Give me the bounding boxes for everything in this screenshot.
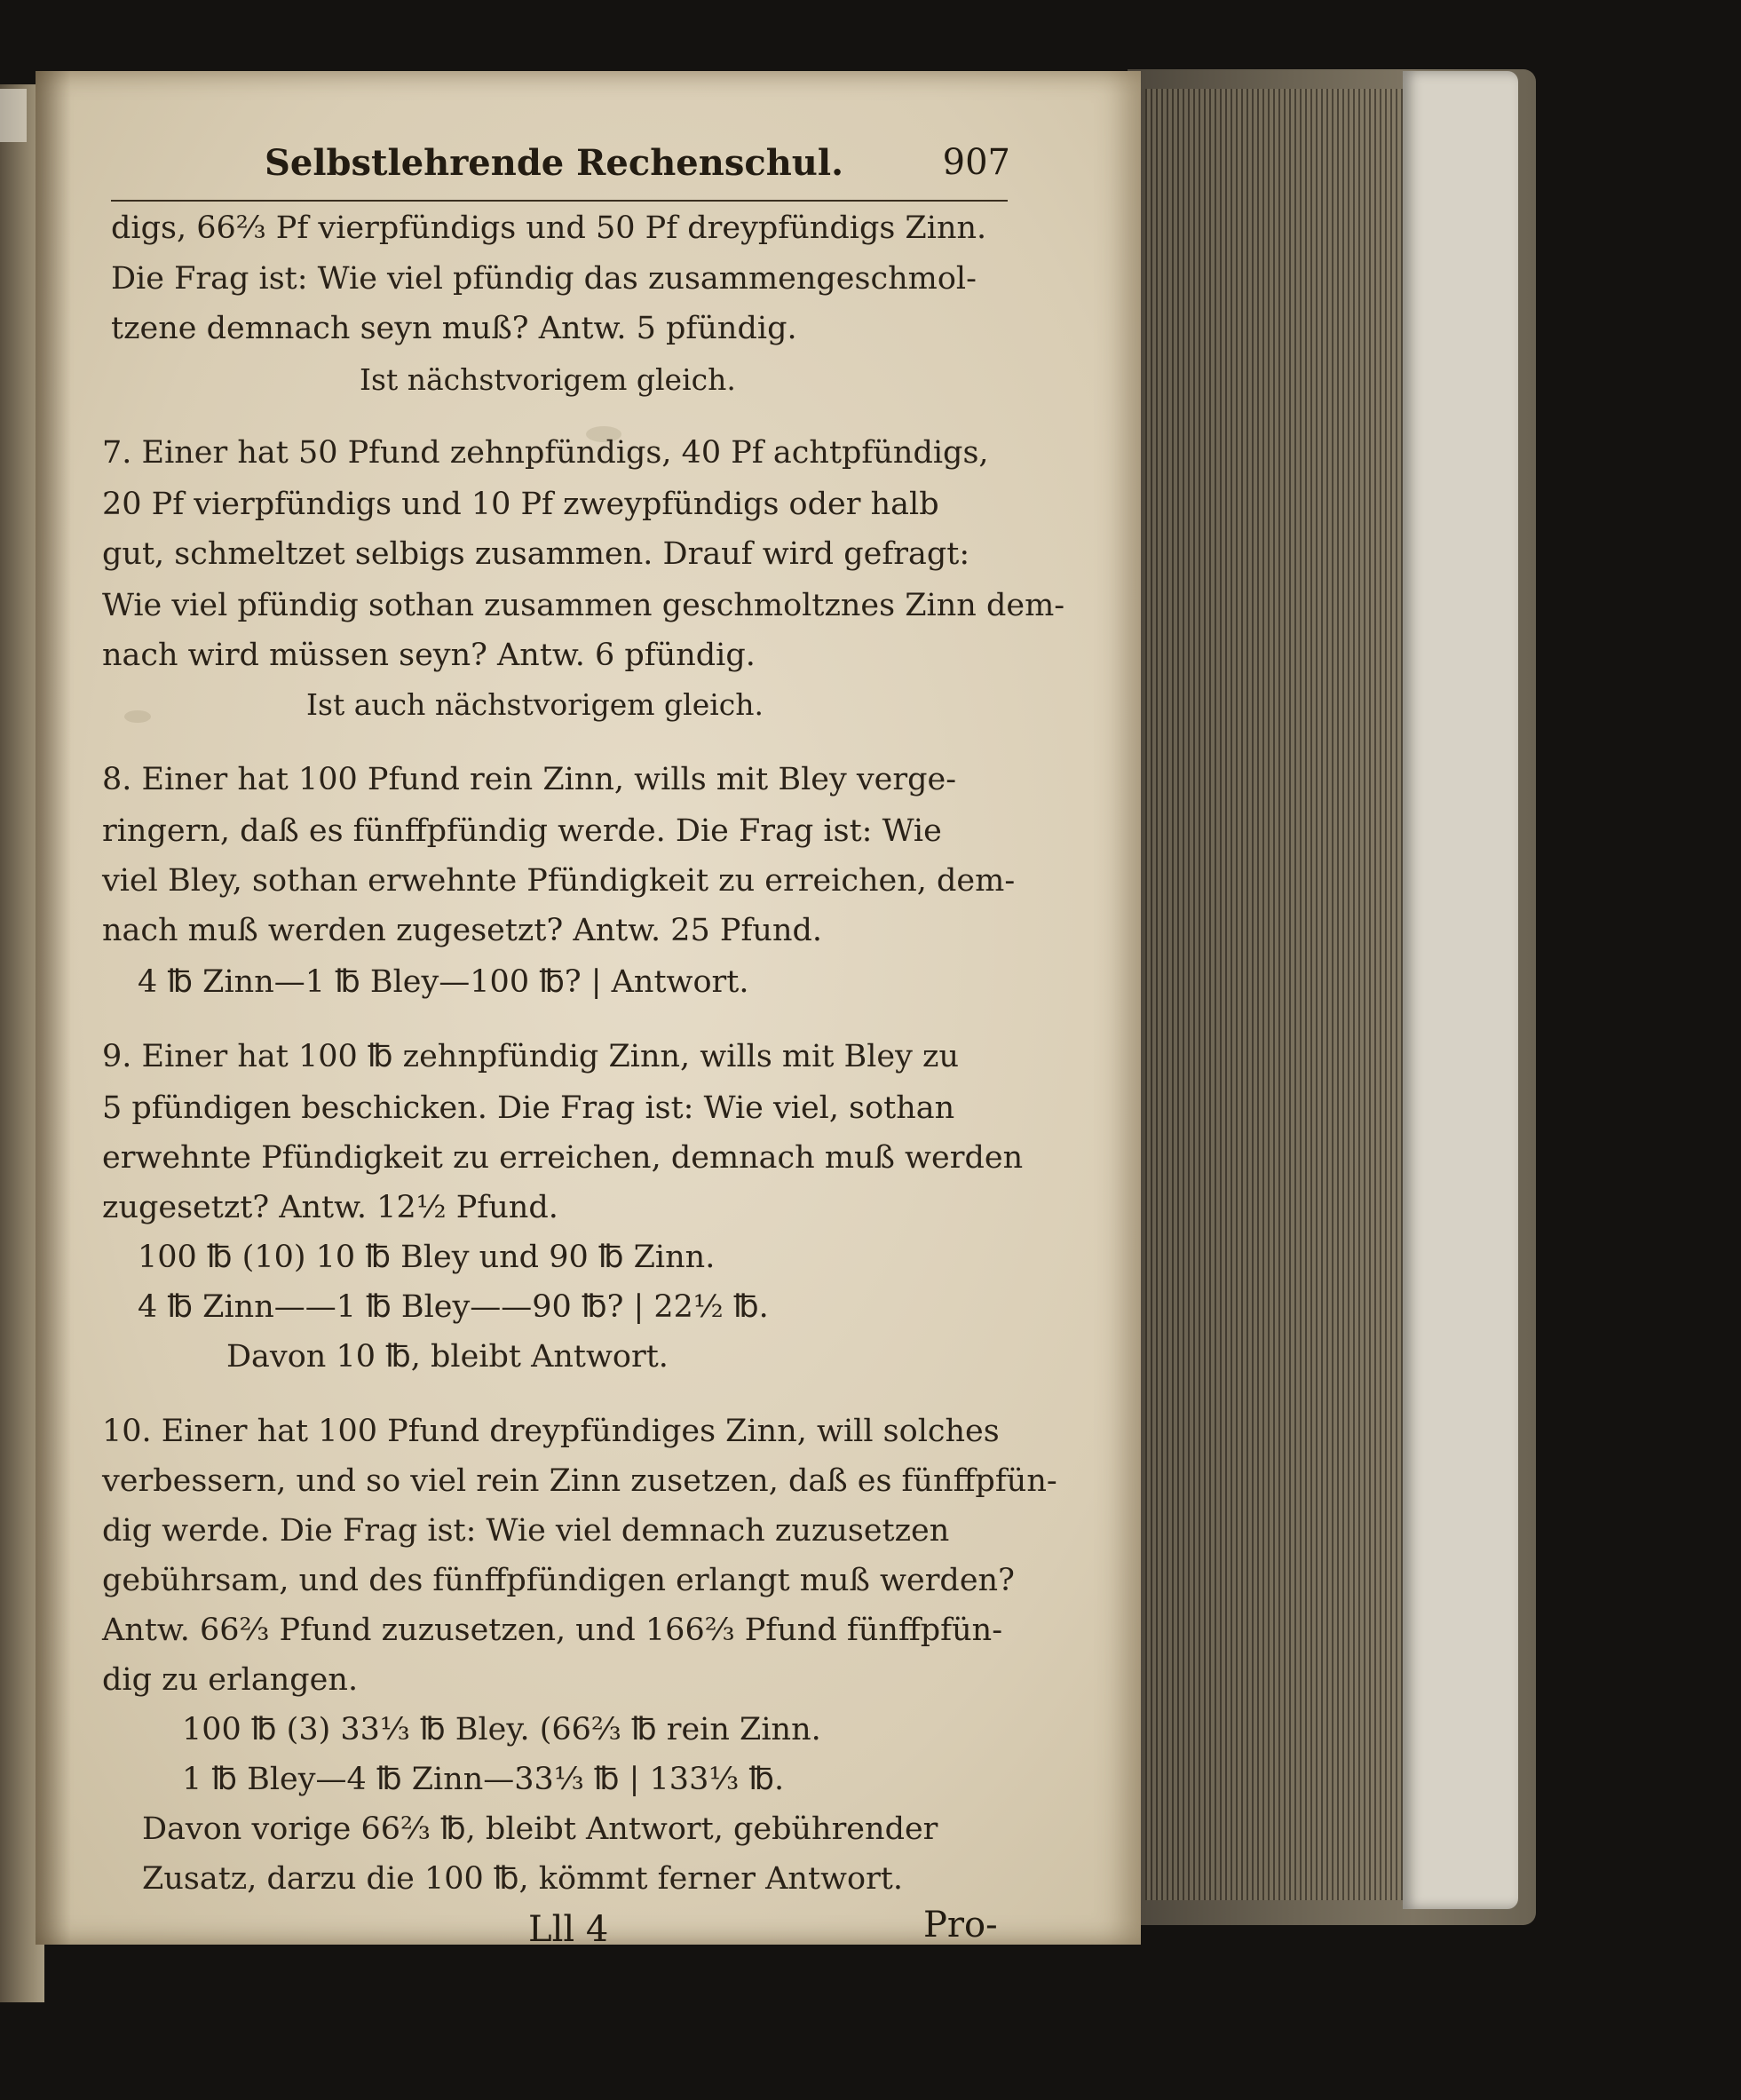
running-head bbox=[265, 142, 1010, 195]
gutter-shadow bbox=[36, 71, 71, 1945]
signature-mark: Lll 4 bbox=[528, 1909, 609, 1950]
text-line: verbessern, und so viel rein Zinn zusetzen, daß es fünffpfün- bbox=[102, 1463, 1057, 1499]
text-line: Davon vorige 66⅔ ℔, bleibt Antwort, gebührender bbox=[142, 1811, 938, 1847]
text-line: 100 ℔ (10) 10 ℔ Bley und 90 ℔ Zinn. bbox=[138, 1240, 716, 1275]
page-number: 907 bbox=[942, 142, 1010, 183]
text-line: Antw. 66⅔ Pfund zuzusetzen, und 166⅔ Pfund fünffpfün- bbox=[102, 1613, 1003, 1648]
text-line: zugesetzt? Antw. 12½ Pfund. bbox=[102, 1190, 558, 1225]
text-line: erwehnte Pfündigkeit zu erreichen, demnach muß werden bbox=[102, 1140, 1024, 1176]
text-line: nach muß werden zugesetzt? Antw. 25 Pfund. bbox=[102, 913, 823, 948]
text-line: Zusatz, darzu die 100 ℔, kömmt ferner Antwort. bbox=[142, 1861, 903, 1897]
catchword: Pro- bbox=[923, 1905, 998, 1945]
text-line: viel Bley, sothan erwehnte Pfündigkeit zu erreichen, dem- bbox=[102, 863, 1016, 899]
text-line: dig zu erlangen. bbox=[102, 1662, 359, 1698]
text-line: tzene demnach seyn muß? Antw. 5 pfündig. bbox=[111, 311, 797, 346]
text-line: 5 pfündigen beschicken. Die Frag ist: Wie viel, sothan bbox=[102, 1090, 955, 1126]
text-line: gebührsam, und des fünffpfündigen erlangt muß werden? bbox=[102, 1563, 1015, 1598]
text-line: dig werde. Die Frag ist: Wie viel demnach zuzusetzen bbox=[102, 1513, 950, 1549]
text-line: 7. Einer hat 50 Pfund zehnpfündigs, 40 Pf achtpfündigs, bbox=[102, 435, 989, 471]
text-line: gut, schmeltzet selbigs zusammen. Drauf wird gefragt: bbox=[102, 536, 970, 572]
text-line: nach wird müssen seyn? Antw. 6 pfündig. bbox=[102, 638, 756, 673]
text-line: 4 ℔ Zinn—1 ℔ Bley—100 ℔? | Antwort. bbox=[138, 964, 749, 1000]
text-line: Ist nächstvorigem gleich. bbox=[360, 362, 736, 397]
text-line: Wie viel pfündig sothan zusammen geschmoltznes Zinn dem- bbox=[102, 588, 1065, 623]
text-line: Davon 10 ℔, bleibt Antwort. bbox=[226, 1339, 669, 1375]
text-line: digs, 66⅔ Pf vierpfündigs und 50 Pf dreypfündigs Zinn. bbox=[111, 210, 987, 246]
page-block-texture bbox=[1145, 89, 1429, 1900]
running-title: Selbstlehrende Rechenschul. bbox=[265, 142, 843, 184]
left-page-corner bbox=[0, 89, 27, 142]
text-line: Ist auch nächstvorigem gleich. bbox=[306, 687, 764, 722]
text-line: 8. Einer hat 100 Pfund rein Zinn, wills mit Bley verge- bbox=[102, 762, 957, 797]
header-rule bbox=[111, 200, 1008, 202]
text-line: 4 ℔ Zinn——1 ℔ Bley——90 ℔? | 22½ ℔. bbox=[138, 1289, 769, 1325]
text-line: 9. Einer hat 100 ℔ zehnpfündig Zinn, wills mit Bley zu bbox=[102, 1039, 960, 1074]
book-cover bbox=[1403, 71, 1518, 1909]
text-line: 20 Pf vierpfündigs und 10 Pf zweypfündigs oder halb bbox=[102, 487, 939, 522]
text-line: 10. Einer hat 100 Pfund dreypfündiges Zinn, will solches bbox=[102, 1414, 1000, 1449]
stain bbox=[124, 710, 151, 723]
text-line: ringern, daß es fünffpfündig werde. Die Frag ist: Wie bbox=[102, 813, 942, 849]
text-line: Die Frag ist: Wie viel pfündig das zusammengeschmol- bbox=[111, 261, 977, 297]
text-line: 1 ℔ Bley—4 ℔ Zinn—33⅓ ℔ | 133⅓ ℔. bbox=[182, 1762, 785, 1797]
text-line: 100 ℔ (3) 33⅓ ℔ Bley. (66⅔ ℔ rein Zinn. bbox=[182, 1712, 821, 1747]
